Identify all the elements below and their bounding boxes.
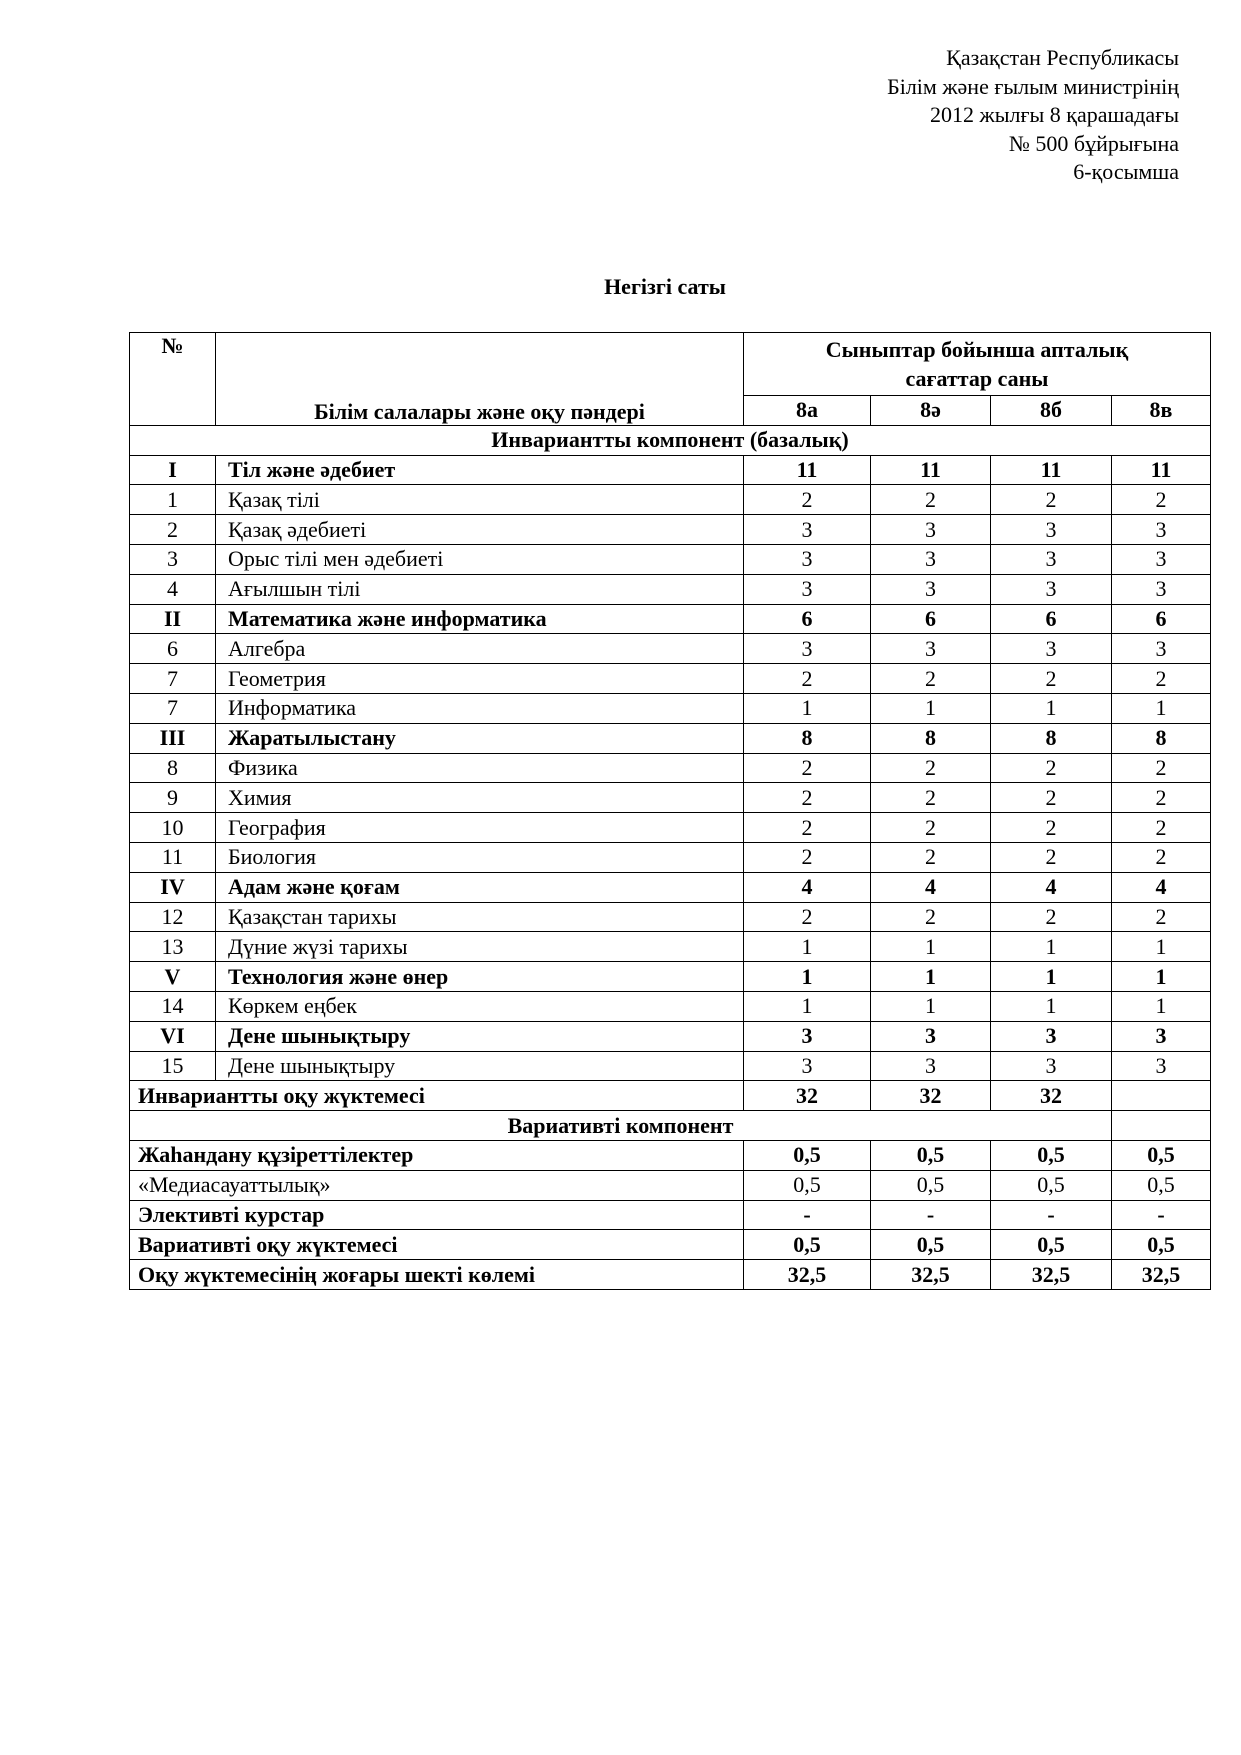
hours-cell: 32,5: [744, 1260, 871, 1290]
invariant-total-row: [130, 1081, 1211, 1111]
variative-name: Элективті курстар: [130, 1200, 744, 1230]
hours-cell: 8: [991, 723, 1112, 753]
class-header: 8б: [991, 396, 1112, 426]
hours-cell: 3: [744, 544, 871, 574]
hours-cell: 1: [871, 693, 991, 723]
variative-row: [130, 1230, 1211, 1260]
hours-cell: 1: [744, 932, 871, 962]
row-number: 7: [130, 664, 216, 694]
hours-cell: 32: [991, 1081, 1112, 1111]
hours-cell: 1: [871, 991, 991, 1021]
hours-cell: 8: [871, 723, 991, 753]
hours-cell: 3: [871, 1021, 991, 1051]
hours-cell: 3: [744, 1051, 871, 1081]
subject-name: Дене шынықтыру: [216, 1021, 744, 1051]
hours-cell: 0,5: [1112, 1170, 1211, 1200]
hours-cell: 3: [871, 544, 991, 574]
hours-cell: 0,5: [744, 1170, 871, 1200]
hours-cell: 1: [1112, 991, 1211, 1021]
hours-cell: 6: [991, 604, 1112, 634]
variative-section-title: Вариативті компонент: [130, 1111, 1112, 1141]
hours-cell: 2: [991, 485, 1112, 515]
header-line: 6-қосымша: [1073, 159, 1179, 184]
table-header-row: [130, 333, 1211, 396]
hours-cell: 2: [1112, 753, 1211, 783]
hours-cell: 2: [991, 842, 1112, 872]
subject-name: Технология және өнер: [216, 962, 744, 992]
row-number: VI: [130, 1021, 216, 1051]
row-number: 12: [130, 902, 216, 932]
table-row: [130, 634, 1211, 664]
row-number: IV: [130, 872, 216, 902]
hours-cell: 8: [1112, 723, 1211, 753]
table-row: [130, 604, 1211, 634]
header-line: Білім және ғылым министрінің: [887, 73, 1179, 99]
row-number: 2: [130, 515, 216, 545]
subject-name: Алгебра: [216, 634, 744, 664]
hours-cell: 6: [1112, 604, 1211, 634]
hours-cell: 3: [871, 515, 991, 545]
hours-cell: 2: [991, 664, 1112, 694]
hours-cell: 3: [744, 634, 871, 664]
hours-cell: 11: [744, 455, 871, 485]
hours-cell: 2: [871, 842, 991, 872]
row-number: 3: [130, 544, 216, 574]
hours-cell: 2: [1112, 664, 1211, 694]
hours-cell: 32: [871, 1081, 991, 1111]
subject-name: География: [216, 813, 744, 843]
hours-cell: 1: [1112, 962, 1211, 992]
hours-cell: 2: [871, 753, 991, 783]
hours-cell: 2: [991, 813, 1112, 843]
header-line: № 500 бұйрығына: [1008, 130, 1179, 156]
invariant-total-label: Инвариантты оқу жүктемесі: [130, 1081, 744, 1111]
row-number: 10: [130, 813, 216, 843]
hours-cell: 3: [1112, 574, 1211, 604]
subject-name: Дүние жүзі тарихы: [216, 932, 744, 962]
table-row: [130, 902, 1211, 932]
hours-cell: 1: [1112, 693, 1211, 723]
table-row: [130, 783, 1211, 813]
variative-row: [130, 1170, 1211, 1200]
hours-cell: 0,5: [991, 1230, 1112, 1260]
hours-cell: -: [991, 1200, 1112, 1230]
subject-name: Адам және қоғам: [216, 872, 744, 902]
subject-name: Ағылшын тілі: [216, 574, 744, 604]
table-row: [130, 664, 1211, 694]
invariant-section-row: [130, 425, 1211, 455]
table-row: [130, 455, 1211, 485]
curriculum-table-body: [130, 333, 1211, 1290]
col-header-subject: [216, 333, 744, 426]
header-line: 2012 жылғы 8 қарашадағы: [930, 102, 1179, 127]
variative-row: [130, 1260, 1211, 1290]
subject-name: Дене шынықтыру: [216, 1051, 744, 1081]
hours-cell: 2: [744, 902, 871, 932]
hours-cell: 1: [871, 962, 991, 992]
hours-cell: 6: [744, 604, 871, 634]
hours-cell: 2: [871, 813, 991, 843]
hours-cell: 3: [991, 544, 1112, 574]
subject-name: Биология: [216, 842, 744, 872]
hours-cell: 2: [1112, 902, 1211, 932]
class-header: 8ә: [871, 396, 991, 426]
row-number: 9: [130, 783, 216, 813]
row-number: 13: [130, 932, 216, 962]
hours-cell: 32: [744, 1081, 871, 1111]
hours-cell: 1: [871, 932, 991, 962]
approval-header: [887, 44, 1179, 187]
hours-cell: 3: [1112, 515, 1211, 545]
hours-cell: 6: [871, 604, 991, 634]
row-number: 11: [130, 842, 216, 872]
subject-name: Орыс тілі мен әдебиеті: [216, 544, 744, 574]
hours-cell: 3: [744, 1021, 871, 1051]
hours-cell: 3: [871, 1051, 991, 1081]
hours-cell: 3: [991, 515, 1112, 545]
hours-cell: 0,5: [991, 1140, 1112, 1170]
hours-cell: 0,5: [871, 1230, 991, 1260]
hours-cell: 2: [991, 753, 1112, 783]
col-header-hours: Сыныптар бойынша апталық сағаттар саны: [744, 333, 1211, 396]
hours-cell: 32,5: [1112, 1260, 1211, 1290]
hours-cell: 0,5: [744, 1230, 871, 1260]
hours-cell: 2: [1112, 783, 1211, 813]
col-header-subject-text: Білім салалары және оқу пәндері: [314, 398, 645, 424]
hours-cell: 1: [991, 932, 1112, 962]
hours-cell: 2: [744, 753, 871, 783]
hours-cell: 3: [744, 515, 871, 545]
subject-name: Геометрия: [216, 664, 744, 694]
hours-cell: 1: [744, 962, 871, 992]
hours-cell: 3: [991, 574, 1112, 604]
hours-cell: 3: [1112, 544, 1211, 574]
table-row: [130, 485, 1211, 515]
row-number: 8: [130, 753, 216, 783]
table-row: [130, 515, 1211, 545]
hours-cell: 4: [991, 872, 1112, 902]
hours-cell: 4: [1112, 872, 1211, 902]
row-number: 1: [130, 485, 216, 515]
hours-cell: 0,5: [1112, 1140, 1211, 1170]
hours-cell: 0,5: [1112, 1230, 1211, 1260]
table-row: [130, 693, 1211, 723]
hours-cell: 1: [744, 991, 871, 1021]
hours-cell: 2: [991, 902, 1112, 932]
class-header: 8в: [1112, 396, 1211, 426]
hours-cell: 1: [1112, 932, 1211, 962]
table-row: [130, 813, 1211, 843]
subject-name: Көркем еңбек: [216, 991, 744, 1021]
hours-cell: 0,5: [871, 1140, 991, 1170]
table-row: [130, 932, 1211, 962]
subject-name: Информатика: [216, 693, 744, 723]
hours-cell: 11: [1112, 455, 1211, 485]
hours-cell: 0,5: [744, 1140, 871, 1170]
hours-cell: 32,5: [991, 1260, 1112, 1290]
subject-name: Математика және информатика: [216, 604, 744, 634]
row-number: III: [130, 723, 216, 753]
hours-cell: 2: [871, 783, 991, 813]
variative-name: Оқу жүктемесінің жоғары шекті көлемі: [130, 1260, 744, 1290]
hours-cell: 2: [1112, 813, 1211, 843]
row-number: I: [130, 455, 216, 485]
table-row: [130, 1051, 1211, 1081]
hours-cell: 0,5: [871, 1170, 991, 1200]
hours-cell: 3: [871, 634, 991, 664]
header-line: Қазақстан Республикасы: [946, 45, 1179, 70]
row-number: II: [130, 604, 216, 634]
hours-cell: 2: [1112, 842, 1211, 872]
hours-cell: 2: [744, 664, 871, 694]
hours-cell: 0,5: [991, 1170, 1112, 1200]
hours-cell: 2: [744, 813, 871, 843]
invariant-section-title: Инвариантты компонент (базалық): [130, 425, 1211, 455]
hours-cell: 2: [871, 485, 991, 515]
variative-section-row: [130, 1111, 1211, 1141]
row-number: 6: [130, 634, 216, 664]
hours-cell: 2: [1112, 485, 1211, 515]
hours-cell: 3: [991, 1021, 1112, 1051]
variative-row: [130, 1200, 1211, 1230]
row-number: 14: [130, 991, 216, 1021]
table-row: [130, 1021, 1211, 1051]
table-row: [130, 753, 1211, 783]
table-row: [130, 723, 1211, 753]
empty-cell: [1112, 1111, 1211, 1141]
variative-name: Жаһандану құзіреттілектер: [130, 1140, 744, 1170]
row-number: V: [130, 962, 216, 992]
variative-name: Вариативті оқу жүктемесі: [130, 1230, 744, 1260]
variative-row: [130, 1140, 1211, 1170]
hours-cell: 3: [991, 634, 1112, 664]
hours-cell: 2: [871, 902, 991, 932]
table-row: [130, 962, 1211, 992]
hours-cell: 2: [744, 485, 871, 515]
hours-cell: 1: [991, 962, 1112, 992]
page-title: Негізгі саты: [604, 274, 726, 299]
subject-name: Тіл және әдебиет: [216, 455, 744, 485]
hours-cell: 3: [1112, 634, 1211, 664]
hours-cell: 3: [1112, 1021, 1211, 1051]
hours-cell: 2: [871, 664, 991, 694]
hours-cell: 3: [744, 574, 871, 604]
hours-cell: -: [1112, 1200, 1211, 1230]
subject-name: Химия: [216, 783, 744, 813]
hours-cell: 4: [744, 872, 871, 902]
hours-cell: 2: [744, 842, 871, 872]
hours-cell: 32,5: [871, 1260, 991, 1290]
row-number: 15: [130, 1051, 216, 1081]
hours-cell: -: [744, 1200, 871, 1230]
subject-name: Қазақ тілі: [216, 485, 744, 515]
hours-cell: 11: [871, 455, 991, 485]
hours-cell: [1112, 1081, 1211, 1111]
hours-cell: 2: [991, 783, 1112, 813]
curriculum-table: [129, 332, 1211, 1290]
hours-cell: 1: [991, 991, 1112, 1021]
hours-cell: 3: [991, 1051, 1112, 1081]
col-header-number: №: [130, 333, 216, 426]
hours-cell: 2: [744, 783, 871, 813]
hours-cell: 3: [1112, 1051, 1211, 1081]
hours-cell: 11: [991, 455, 1112, 485]
subject-name: Жаратылыстану: [216, 723, 744, 753]
hours-cell: 4: [871, 872, 991, 902]
hours-cell: 8: [744, 723, 871, 753]
table-row: [130, 842, 1211, 872]
row-number: 7: [130, 693, 216, 723]
table-row: [130, 872, 1211, 902]
subject-name: Физика: [216, 753, 744, 783]
hours-cell: 3: [871, 574, 991, 604]
hours-cell: -: [871, 1200, 991, 1230]
subject-name: Қазақ әдебиеті: [216, 515, 744, 545]
variative-name: «Медиасауаттылық»: [130, 1170, 744, 1200]
table-row: [130, 991, 1211, 1021]
subject-name: Қазақстан тарихы: [216, 902, 744, 932]
row-number: 4: [130, 574, 216, 604]
hours-cell: 1: [991, 693, 1112, 723]
table-row: [130, 544, 1211, 574]
table-row: [130, 574, 1211, 604]
class-header: 8а: [744, 396, 871, 426]
hours-cell: 1: [744, 693, 871, 723]
